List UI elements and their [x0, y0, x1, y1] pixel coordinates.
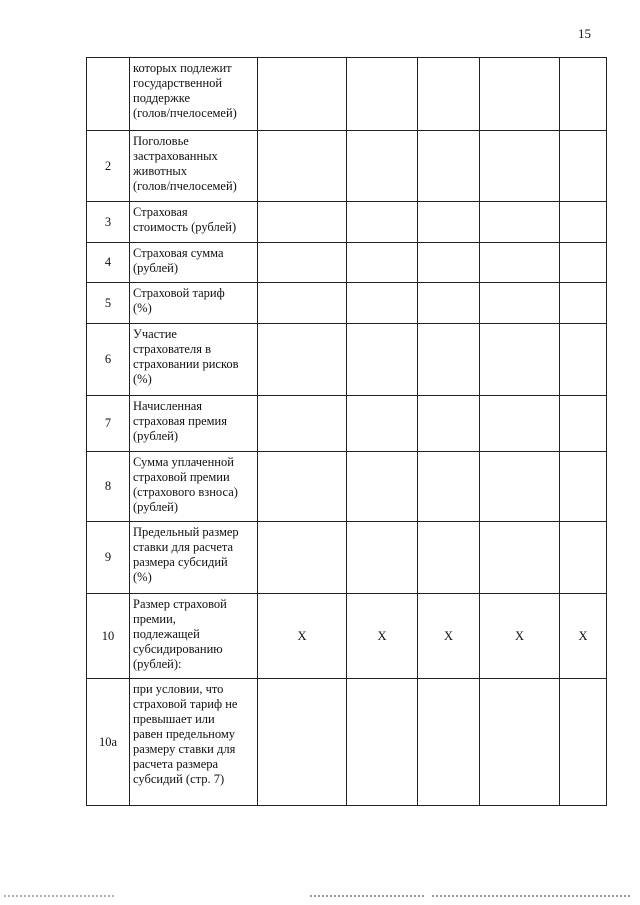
scan-noise-left — [4, 895, 114, 897]
scan-noise-right — [432, 895, 632, 897]
table-row — [87, 679, 607, 806]
row-number: 3 — [87, 202, 130, 243]
value-cell — [418, 243, 480, 283]
scan-noise-middle — [310, 895, 425, 897]
table-row — [87, 58, 607, 131]
value-cell — [560, 452, 607, 522]
value-cell — [560, 202, 607, 243]
value-cell — [418, 283, 480, 324]
value-cell — [418, 58, 480, 131]
row-number: 6 — [87, 324, 130, 396]
page-number: 15 — [578, 26, 591, 41]
value-cell — [347, 58, 418, 131]
value-cell — [347, 131, 418, 202]
value-cell — [560, 324, 607, 396]
row-number: 5 — [87, 283, 130, 324]
value-cell — [347, 243, 418, 283]
value-cell — [347, 283, 418, 324]
row-label: Страховая сумма (рублей) — [130, 243, 258, 283]
table-row — [87, 594, 607, 679]
value-cell — [258, 522, 347, 594]
table-row — [87, 131, 607, 202]
value-cell — [258, 131, 347, 202]
value-cell: X — [560, 594, 607, 679]
row-label: Размер страховой премии, подлежащей субсидированию (рублей): — [130, 594, 258, 679]
value-cell — [418, 522, 480, 594]
value-cell — [480, 58, 560, 131]
value-cell — [560, 243, 607, 283]
row-number: 9 — [87, 522, 130, 594]
value-cell — [480, 243, 560, 283]
value-cell — [418, 452, 480, 522]
row-number: 7 — [87, 396, 130, 452]
value-cell — [560, 131, 607, 202]
value-cell — [480, 452, 560, 522]
value-cell — [258, 396, 347, 452]
row-number: 4 — [87, 243, 130, 283]
value-cell: X — [418, 594, 480, 679]
value-cell — [258, 58, 347, 131]
subsidy-calculation-table — [86, 57, 607, 806]
value-cell — [560, 58, 607, 131]
value-cell — [347, 324, 418, 396]
value-cell: X — [347, 594, 418, 679]
table-row — [87, 522, 607, 594]
row-number: 8 — [87, 452, 130, 522]
row-label: Страховая стоимость (рублей) — [130, 202, 258, 243]
value-cell — [418, 202, 480, 243]
value-cell — [480, 283, 560, 324]
table-row — [87, 283, 607, 324]
table-row — [87, 202, 607, 243]
value-cell — [480, 324, 560, 396]
row-label: Начисленная страховая премия (рублей) — [130, 396, 258, 452]
row-label: Сумма уплаченной страховой премии (страхового взноса) (рублей) — [130, 452, 258, 522]
value-cell — [347, 452, 418, 522]
row-number: 2 — [87, 131, 130, 202]
value-cell — [258, 243, 347, 283]
row-label: которых подлежит государственной поддержке (голов/пчелосемей) — [130, 58, 258, 131]
value-cell — [480, 202, 560, 243]
value-cell — [418, 131, 480, 202]
value-cell — [258, 324, 347, 396]
value-cell — [258, 452, 347, 522]
value-cell — [480, 396, 560, 452]
value-cell — [347, 679, 418, 806]
value-cell — [560, 396, 607, 452]
value-cell: X — [258, 594, 347, 679]
value-cell — [347, 396, 418, 452]
value-cell — [418, 324, 480, 396]
row-label: при условии, что страховой тариф не превышает или равен предельному размеру ставки для расчета размера субсидий (стр. 7) — [130, 679, 258, 806]
value-cell: X — [480, 594, 560, 679]
row-label: Поголовье застрахованных животных (голов/пчелосемей) — [130, 131, 258, 202]
value-cell — [347, 522, 418, 594]
value-cell — [560, 283, 607, 324]
value-cell — [258, 679, 347, 806]
row-number: 10 — [87, 594, 130, 679]
value-cell — [560, 679, 607, 806]
value-cell — [480, 679, 560, 806]
value-cell — [258, 283, 347, 324]
row-number: 10а — [87, 679, 130, 806]
value-cell — [418, 679, 480, 806]
value-cell — [560, 522, 607, 594]
value-cell — [480, 522, 560, 594]
value-cell — [347, 202, 418, 243]
value-cell — [480, 131, 560, 202]
table-row — [87, 243, 607, 283]
table-row — [87, 324, 607, 396]
row-label: Предельный размер ставки для расчета размера субсидий (%) — [130, 522, 258, 594]
row-number — [87, 58, 130, 131]
value-cell — [258, 202, 347, 243]
table-row — [87, 452, 607, 522]
row-label: Страховой тариф (%) — [130, 283, 258, 324]
row-label: Участие страхователя в страховании рисков (%) — [130, 324, 258, 396]
scan-artifact-strip — [0, 893, 640, 899]
value-cell — [418, 396, 480, 452]
table-row — [87, 396, 607, 452]
